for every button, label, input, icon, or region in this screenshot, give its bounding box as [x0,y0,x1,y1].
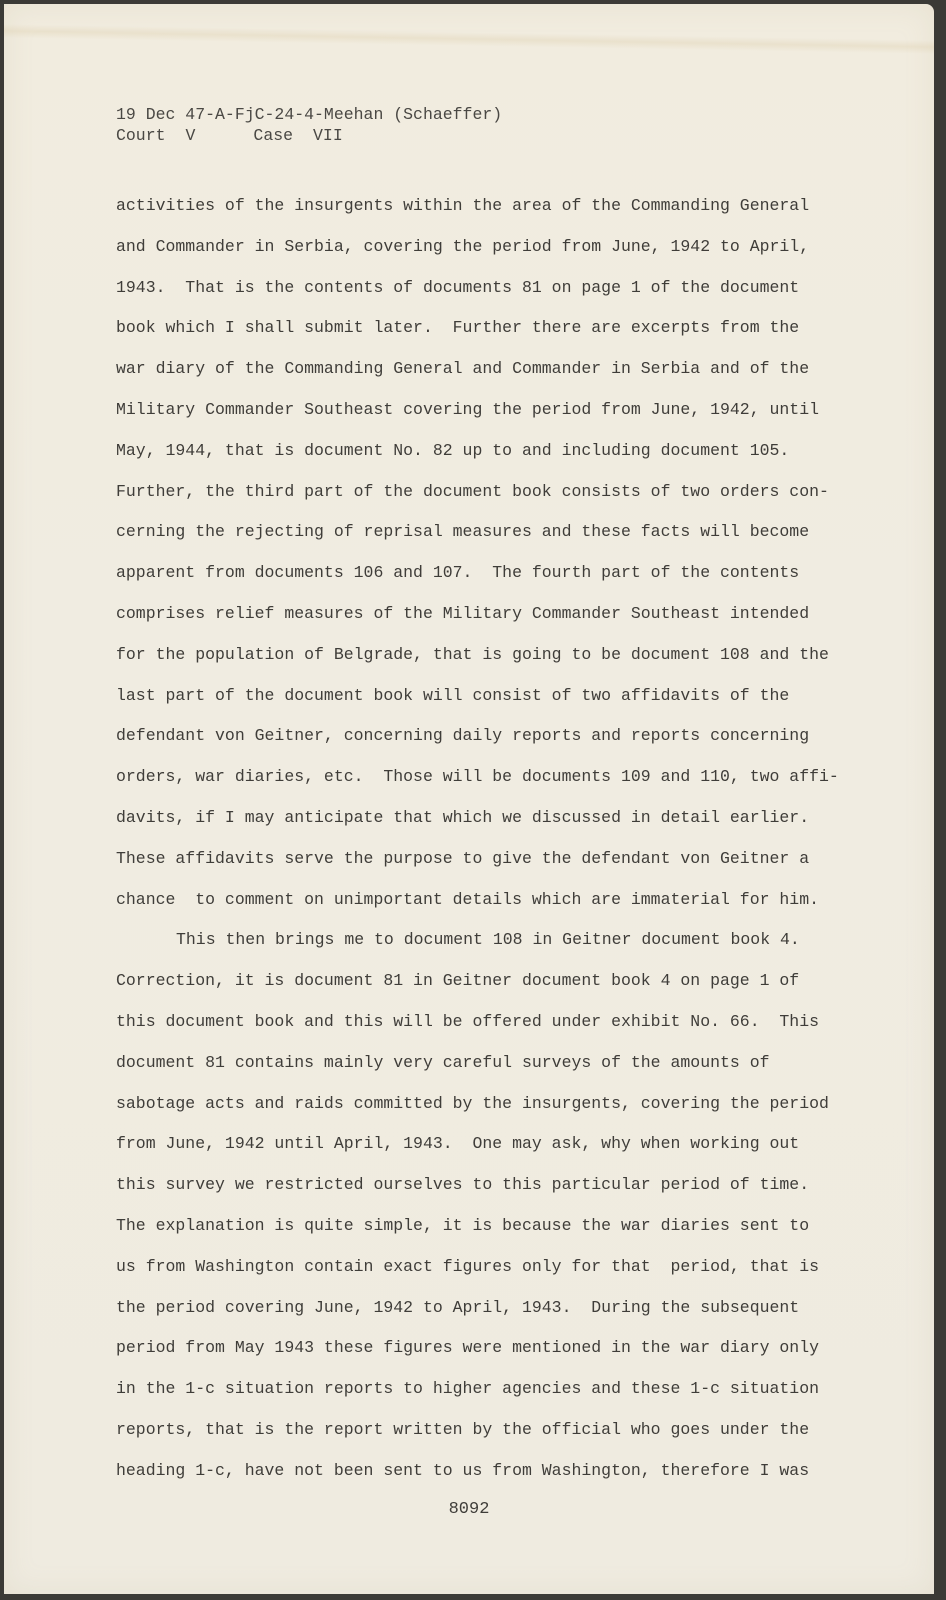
text-line: Correction, it is document 81 in Geitner document book 4 on page 1 of [116,971,800,991]
header-court-case-line [116,125,502,146]
text-line: the period covering June, 1942 to April, 1943. During the subsequent [116,1297,800,1317]
court-value: V [185,126,196,145]
text-line: reports, that is the report written by the official who goes under the [116,1419,810,1439]
text-line: chance to comment on unimportant details which are immaterial for him. [116,889,820,909]
page-number: 8092 [448,1500,490,1519]
text-line: These affidavits serve the purpose to give the defendant von Geitner a [116,848,810,868]
case-label: Case [253,126,294,145]
text-line: and Commander in Serbia, covering the period from June, 1942 to April, [116,236,810,256]
document-header [116,104,502,146]
case-value: VII [313,126,343,145]
paper-fold-mark [4,24,934,54]
text-line: 1943. That is the contents of documents 81 on page 1 of the document [116,277,800,297]
text-line: cerning the rejecting of reprisal measures and these facts will become [116,522,810,542]
text-line: this survey we restricted ourselves to this particular period of time. [116,1175,810,1195]
text-line: in the 1-c situation reports to higher agencies and these 1-c situation [116,1379,820,1399]
text-line: Military Commander Southeast covering the period from June, 1942, until [116,399,820,419]
text-line: orders, war diaries, etc. Those will be documents 109 and 110, two affi- [116,767,839,787]
header-reference-line: 19 Dec 47-A-FjC-24-4-Meehan (Schaeffer) [116,105,503,124]
document-page [4,4,934,1594]
text-line: from June, 1942 until April, 1943. One may ask, why when working out [116,1134,800,1154]
text-line: period from May 1943 these figures were mentioned in the war diary only [116,1338,820,1358]
text-line: document 81 contains mainly very careful surveys of the amounts of [116,1052,770,1072]
text-line: heading 1-c, have not been sent to us from Washington, therefore I was [116,1460,810,1480]
text-line: davits, if I may anticipate that which we discussed in detail earlier. [116,807,810,827]
text-line: us from Washington contain exact figures only for that period, that is [116,1256,820,1276]
text-line: The explanation is quite simple, it is because the war diaries sent to [116,1215,810,1235]
transcript-body [116,196,886,1502]
text-line: apparent from documents 106 and 107. The fourth part of the contents [116,563,800,583]
court-label: Court [116,126,166,145]
text-line: comprises relief measures of the Military Commander Southeast intended [116,603,810,623]
text-line: sabotage acts and raids committed by the insurgents, covering the period [116,1093,829,1113]
text-line: This then brings me to document 108 in Geitner document book 4. [176,930,800,950]
text-line: Further, the third part of the document book consists of two orders con- [116,481,829,501]
text-line: for the population of Belgrade, that is going to be document 108 and the [116,644,829,664]
text-line: book which I shall submit later. Further there are excerpts from the [116,318,800,338]
text-line: last part of the document book will consist of two affidavits of the [116,685,790,705]
text-line: this document book and this will be offered under exhibit No. 66. This [116,1011,820,1031]
text-line: activities of the insurgents within the area of the Commanding General [116,196,810,215]
text-line: defendant von Geitner, concerning daily reports and reports concerning [116,726,810,746]
text-line: May, 1944, that is document No. 82 up to and including document 105. [116,440,790,460]
text-line: war diary of the Commanding General and Commander in Serbia and of the [116,359,810,379]
